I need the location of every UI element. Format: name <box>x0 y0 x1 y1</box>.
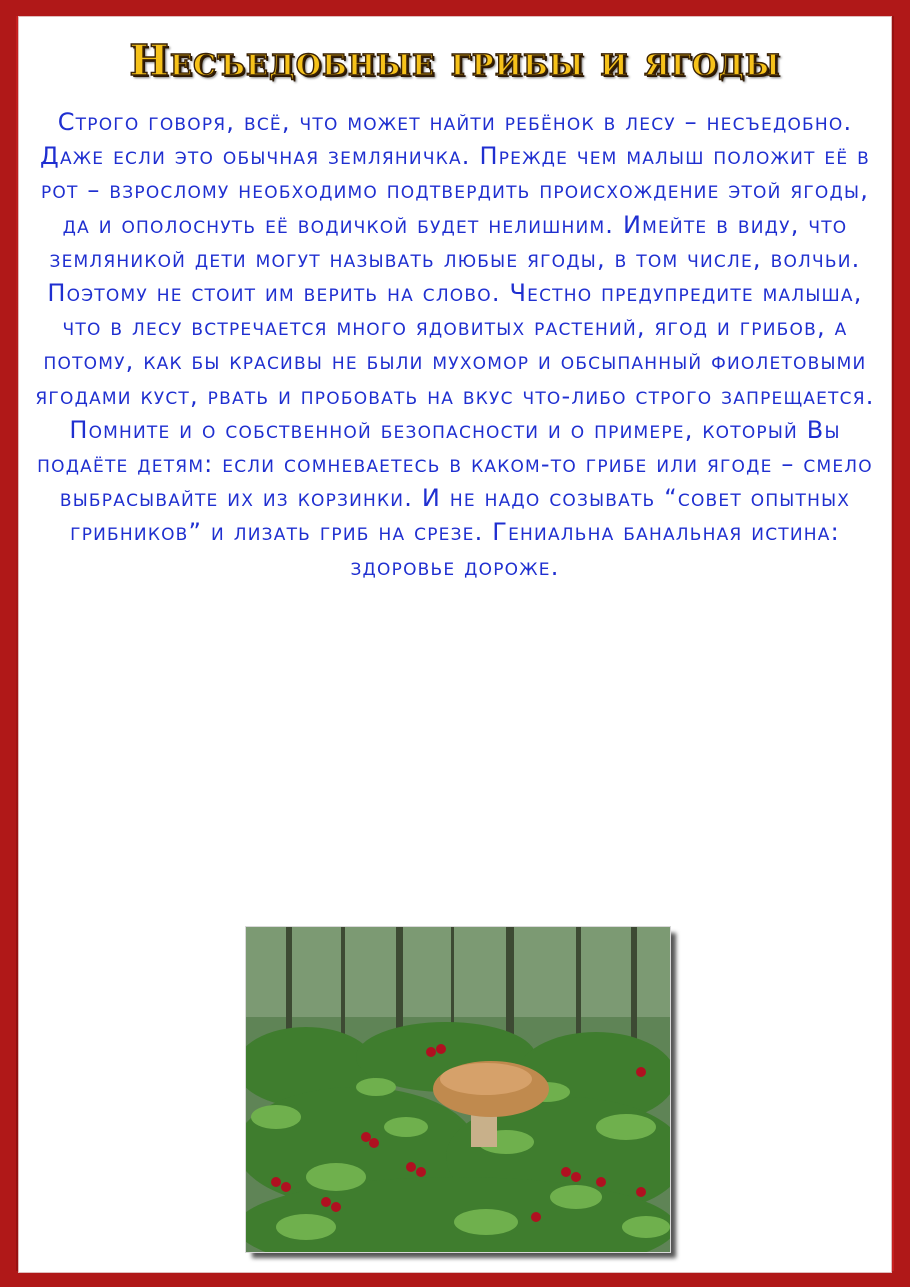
forest-mushroom-illustration <box>246 927 670 1252</box>
forest-photo <box>245 926 671 1253</box>
paragraph-1: Строго говоря, всё, что может найти ребёнок в лесу – несъедобно. Даже если это обычная земляничка. Прежде чем малыш положит её в рот – взрослому необходимо подтвердить происхождение этой ягоды, да и ополоснуть её водичкой будет нелишним. Имейте в виду, что земляникой дети могут называть любые ягоды, в том числе, волчьи. Поэтому не стоит им верить на слово. Честно предупредите малыша, что в лесу встречается много ядовитых растений, ягод и грибов, а потому, как бы красивы не были мухомор и обсыпанный фиолетовыми ягодами куст, рвать и пробовать на вкус что-либо строго запрещается. <box>35 108 875 410</box>
article-body <box>30 105 880 584</box>
page-title: Несъедобные грибы и ягоды <box>129 36 781 85</box>
paragraph-2: Помните и о собственной безопасности и о примере, который Вы подаёте детям: если сомневаетесь в каком-то грибе или ягоде – смело выбрасывайте их из корзинки. И не надо созывать “совет опытных грибников” и лизать гриб на срезе. Гениальна банальная истина: здоровье дороже. <box>37 415 873 581</box>
